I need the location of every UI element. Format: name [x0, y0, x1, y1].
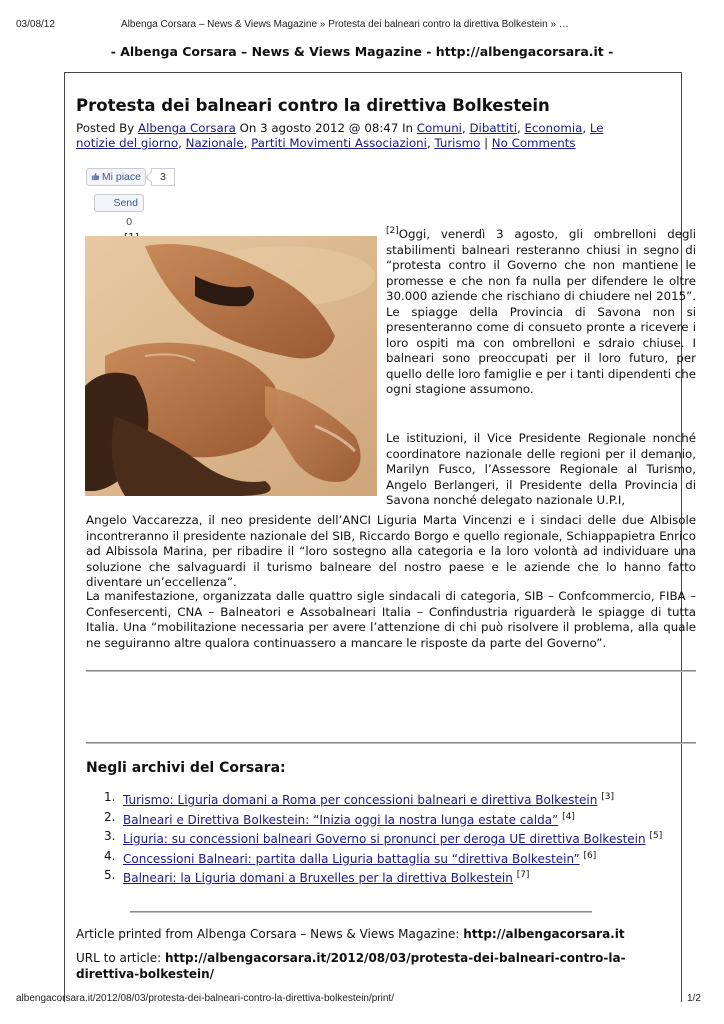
- footnote-ref: [3]: [601, 792, 614, 802]
- printed-from-url: http://albengacorsara.it: [463, 927, 625, 941]
- archive-link[interactable]: Turismo: Liguria domani a Roma per concessioni balneari e direttiva Bolkestein: [123, 793, 598, 807]
- article-photo: [85, 236, 377, 496]
- archive-list: [104, 790, 664, 888]
- archive-link[interactable]: Liguria: su concessioni balneari Governo si pronunci per deroga UE direttiva Bolkestein: [123, 832, 646, 846]
- like-button[interactable]: [86, 168, 146, 186]
- divider: [130, 911, 592, 913]
- article-byline: Posted By Albenga Corsara On 3 agosto 2012 @ 08:47 In Comuni, Dibattiti, Economia, Le notizie del giorno, Nazionale, Partiti Movimenti Associazioni, Turismo | No Comments: [76, 121, 604, 150]
- list-item: [104, 849, 664, 868]
- list-item: [104, 868, 664, 887]
- archive-link[interactable]: Concessioni Balneari: partita dalla Liguria battaglia su “direttiva Bolkestein”: [123, 851, 580, 866]
- footnote-ref-2: [2]: [386, 226, 399, 236]
- url-to-article-label: URL to article:: [76, 951, 162, 965]
- footer-page-number: 1/2: [687, 993, 701, 1004]
- like-count: 3: [151, 168, 175, 186]
- posted-on-label: On 3 agosto 2012 @ 08:47 In: [239, 121, 414, 135]
- archive-link[interactable]: Balneari: la Liguria domani a Bruxelles per la direttiva Bolkestein: [123, 871, 513, 885]
- list-item-number: 2.: [104, 809, 116, 824]
- archive-heading: Negli archivi del Corsara:: [86, 760, 286, 776]
- byline-separator: |: [484, 136, 489, 150]
- footnote-ref: [4]: [562, 811, 575, 822]
- divider: [86, 742, 696, 744]
- article-paragraph-2-start: Le istituzioni, il Vice Presidente Regionale nonché coordinatore nazionale delle regioni per il demanio, Marilyn Fusco, l’Assessore Regionale al Turismo, Angelo Berlangeri, il Presidente della Provincia di Savona nonché delegato nazionale U.P.I,: [386, 431, 696, 507]
- divider: [86, 670, 696, 672]
- beach-photo-illustration: [85, 236, 377, 496]
- article-title: Protesta dei balneari contro la direttiva Bolkestein: [76, 96, 550, 115]
- author-link[interactable]: Albenga Corsara: [138, 121, 236, 135]
- printed-from: [76, 927, 625, 941]
- article-paragraph-3: La manifestazione, organizzata dalle quattro sigle sindacali di categoria, SIB – Confcommercio, FIBA – Confesercenti, CNA – Balneatori e Assobalneari Italia – Confindustria riguarderà le spiagge di tutta Italia. Una “mobilitazione necessaria per avere l’attenzione di chi può risolvere il problema, alla quale ne seguiranno altre qualora continuassero a mancare le risposte da parte del Governo”.: [86, 589, 696, 650]
- printed-from-label: Article printed from Albenga Corsara – News & Views Magazine:: [76, 927, 460, 941]
- footnote-ref: [5]: [649, 831, 663, 841]
- article-paragraph-1: [386, 224, 696, 398]
- posted-by-label: Posted By: [76, 121, 135, 135]
- like-label: Mi piace: [101, 171, 141, 183]
- list-item-number: 1.: [104, 790, 116, 804]
- archive-link[interactable]: Balneari e Direttiva Bolkestein: “Inizia oggi la nostra lunga estate calda”: [123, 812, 559, 827]
- share-count: 0: [126, 217, 133, 228]
- category-link-economia[interactable]: Economia: [524, 121, 583, 135]
- category-link-comuni[interactable]: Comuni: [416, 121, 462, 135]
- thumbs-up-icon: [91, 172, 100, 181]
- send-button[interactable]: Send: [94, 194, 144, 212]
- print-header: [0, 0, 724, 40]
- footer-url: albengacorsara.it/2012/08/03/protesta-dei-balneari-contro-la-direttiva-bolkestein/print/: [16, 993, 394, 1004]
- print-date: 03/08/12: [16, 19, 55, 30]
- list-item: [104, 810, 664, 829]
- site-header: - Albenga Corsara – News & Views Magazine - http://albengacorsara.it -: [110, 44, 614, 59]
- list-item: [104, 790, 664, 809]
- list-item-number: 4.: [104, 848, 116, 863]
- category-link-turismo[interactable]: Turismo: [434, 136, 481, 150]
- list-item-number: 5.: [104, 868, 116, 882]
- url-to-article-value: http://albengacorsara.it/2012/08/03/protesta-dei-balneari-contro-la-direttiva-bolkestein/: [76, 951, 626, 981]
- article-paragraph-2-end: Angelo Vaccarezza, il neo presidente dell’ANCI Liguria Marta Vincenzi e i sindaci delle due Albisole incontreranno il presidente nazionale del SIB, Riccardo Borgo e quello regionale, Schiappapietra Enrico ad Albissola Marina, per ribadire il “loro sostegno alla categoria e la loro volontà ad individuare una soluzione che salvaguardi il turismo balneare del nostro paese e le aziende che lo hanno fatto diventare un’eccellenza”.: [86, 513, 696, 589]
- category-link-partiti[interactable]: Partiti Movimenti Associazioni: [251, 136, 427, 150]
- category-link-nazionale[interactable]: Nazionale: [185, 136, 244, 150]
- list-item: [104, 829, 664, 848]
- footnote-ref: [7]: [516, 870, 530, 880]
- paragraph-1-text: Oggi, venerdì 3 agosto, gli ombrelloni degli stabilimenti balneari resteranno chiusi in segno di “protesta contro il Governo che non mantiene le promesse e che non fa nulla per difendere le oltre 30.000 aziende che rischiano di chiudere nel 2015”. Le spiagge della Provincia di Savona non si presenteranno come di consueto pronte a ricevere i loro ospiti ma con ombrelloni e sdraio chiuse. I balneari sono preoccupati per il loro futuro, per quello delle loro famiglie e per i tanti dipendenti che ogni stagione assumono.: [386, 227, 696, 396]
- comments-link[interactable]: No Comments: [491, 136, 576, 150]
- footnote-ref: [6]: [583, 850, 597, 861]
- url-to-article: [76, 951, 646, 982]
- list-item-number: 3.: [104, 829, 116, 843]
- category-link-notizie[interactable]: Le notizie del giorno: [76, 121, 604, 150]
- category-link-dibattiti[interactable]: Dibattiti: [469, 121, 517, 135]
- print-title: Albenga Corsara – News & Views Magazine » Protesta dei balneari contro la direttiva Bolkestein » …: [121, 19, 569, 30]
